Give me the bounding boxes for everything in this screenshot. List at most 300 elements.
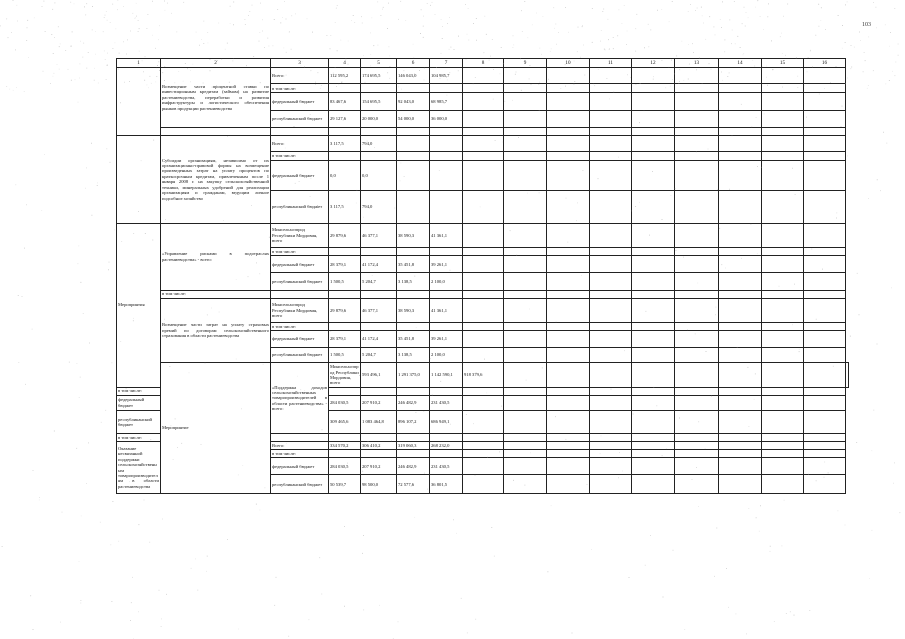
scan-speck [95, 54, 96, 55]
scan-speck [79, 78, 80, 79]
value-cell: 334 570,2 [329, 442, 361, 450]
scan-speck [854, 47, 855, 48]
scan-speck [78, 102, 79, 103]
value-cell: 231 430,5 [430, 458, 463, 475]
scan-speck [117, 0, 118, 1]
scan-speck [548, 571, 549, 572]
scan-speck [288, 636, 289, 637]
scan-speck [382, 9, 383, 10]
scan-speck [113, 501, 114, 502]
scan-speck [661, 9, 662, 10]
scan-speck [105, 15, 106, 16]
scan-speck [865, 60, 866, 61]
scan-speck [53, 76, 54, 77]
scan-speck [709, 16, 710, 17]
scan-speck [889, 46, 890, 47]
scan-speck [74, 3, 75, 4]
scan-speck [430, 5, 431, 6]
column-header: 12 [632, 59, 675, 68]
scan-speck [126, 54, 127, 55]
value-cell: 593 496,1 [361, 363, 397, 387]
row-label: республиканский бюджет [271, 273, 329, 290]
scan-speck [389, 56, 390, 57]
scan-speck [714, 27, 715, 28]
scan-speck [626, 44, 627, 45]
scan-speck [737, 36, 738, 37]
scan-speck [522, 31, 523, 32]
scan-speck [591, 549, 592, 550]
scan-speck [663, 597, 664, 598]
scan-speck [91, 143, 92, 144]
scan-speck [130, 620, 131, 621]
scan-speck [363, 535, 364, 536]
scan-speck [260, 510, 261, 511]
scan-speck [106, 148, 107, 149]
column-header: 1 [117, 59, 161, 68]
scan-speck [423, 26, 424, 27]
scan-speck [248, 15, 249, 16]
scan-speck [783, 16, 784, 17]
scan-speck [868, 198, 869, 199]
scan-speck [441, 19, 442, 20]
scan-speck [309, 619, 310, 620]
scan-speck [6, 86, 7, 87]
scan-speck [262, 31, 263, 32]
scan-speck [851, 67, 852, 68]
scan-speck [286, 52, 287, 53]
scan-speck [541, 54, 542, 55]
scan-speck [845, 42, 846, 43]
scan-speck [107, 20, 108, 21]
scan-speck [108, 269, 109, 270]
scan-speck [264, 47, 265, 48]
scan-speck [106, 79, 107, 80]
scan-speck [582, 25, 583, 26]
scan-speck [592, 8, 593, 9]
scan-speck [838, 15, 839, 16]
scan-speck [0, 26, 1, 27]
scan-speck [577, 51, 578, 52]
value-cell: 1 500,5 [329, 273, 361, 290]
scan-speck [702, 15, 703, 16]
scan-speck [370, 54, 371, 55]
scan-speck [43, 71, 44, 72]
scan-speck [873, 2, 874, 3]
scan-speck [780, 36, 781, 37]
scan-speck [892, 71, 893, 72]
scan-speck [877, 344, 878, 345]
scan-speck [233, 2, 234, 3]
scan-speck [442, 26, 443, 27]
scan-speck [351, 20, 352, 21]
column-header: 5 [361, 59, 397, 68]
value-cell: 896 107,2 [397, 410, 430, 433]
scan-speck [815, 35, 816, 36]
scan-speck [442, 38, 443, 39]
scan-speck [54, 37, 55, 38]
scan-speck [690, 4, 691, 5]
scan-speck [27, 20, 28, 21]
scan-speck [132, 577, 133, 578]
scan-speck [274, 19, 275, 20]
scan-speck [196, 32, 197, 33]
scan-speck [868, 37, 869, 38]
scan-speck [34, 17, 35, 18]
scan-speck [635, 51, 636, 52]
scan-speck [693, 52, 694, 53]
scan-speck [650, 30, 651, 31]
scan-speck [283, 48, 284, 49]
scan-speck [847, 2, 848, 3]
scan-speck [206, 571, 207, 572]
block-3-description: «Управление рисками в подотраслях растениеводства» - всего: [161, 223, 271, 290]
scan-speck [123, 41, 124, 42]
scan-speck [527, 37, 528, 38]
scan-speck [249, 11, 250, 12]
scan-speck [85, 15, 86, 16]
scan-speck [136, 3, 137, 4]
scan-speck [155, 48, 156, 49]
row-label: в том числе: [271, 151, 329, 160]
scan-speck [722, 2, 723, 3]
scan-speck [159, 25, 160, 26]
scan-speck [337, 50, 338, 51]
scan-speck [17, 21, 18, 22]
scan-speck [743, 53, 744, 54]
scan-speck [388, 3, 389, 4]
scan-speck [98, 83, 99, 84]
row-label: федеральный бюджет [271, 458, 329, 475]
scan-speck [543, 16, 544, 17]
scan-speck [79, 561, 80, 562]
value-cell: 284 030,5 [329, 395, 361, 410]
scan-speck [83, 43, 84, 44]
scan-speck [291, 49, 292, 50]
scan-speck [524, 1, 525, 2]
block-6-description: Оказание несвязанной поддержки сельскохозяйственным товаропроизводителям в области растениеводства [117, 442, 161, 494]
scan-speck [603, 9, 604, 10]
scan-speck [810, 50, 811, 51]
scan-speck [30, 595, 31, 596]
scan-speck [71, 46, 72, 47]
scan-speck [370, 33, 371, 34]
scan-speck [703, 23, 704, 24]
scan-speck [340, 40, 341, 41]
scan-speck [92, 30, 93, 31]
row-label: Минсельхозпрод Республики Мордовия, всего [330, 364, 359, 386]
value-cell: 68 985,7 [430, 93, 463, 110]
scan-speck [745, 26, 746, 27]
category-cell [117, 135, 161, 223]
scan-speck [613, 37, 614, 38]
scan-speck [617, 35, 618, 36]
scan-speck [191, 568, 192, 569]
scan-speck [371, 17, 372, 18]
scan-speck [635, 28, 636, 29]
row-label: в том числе: [271, 84, 329, 93]
value-cell: 3 117,5 [329, 191, 361, 223]
scan-speck [476, 40, 477, 41]
column-header: 11 [590, 59, 632, 68]
scan-speck [28, 57, 29, 58]
scan-speck [468, 8, 469, 9]
scan-speck [601, 30, 602, 31]
scan-speck [756, 517, 757, 518]
scan-speck [774, 621, 775, 622]
scan-speck [859, 314, 860, 315]
scan-speck [149, 542, 150, 543]
scan-speck [123, 6, 124, 7]
scan-speck [227, 43, 228, 44]
scan-speck [176, 32, 177, 33]
table-row [117, 223, 849, 247]
scan-speck [872, 530, 873, 531]
scan-speck [698, 506, 699, 507]
scan-speck [145, 56, 146, 57]
row-label: республиканский бюджет [271, 475, 329, 494]
scan-speck [536, 13, 537, 14]
scan-speck [728, 607, 729, 608]
scan-speck [208, 43, 209, 44]
scan-speck [139, 524, 140, 525]
scan-speck [672, 1, 673, 2]
scan-speck [26, 204, 27, 205]
scan-speck [748, 508, 749, 509]
scan-speck [277, 9, 278, 10]
scan-speck [453, 519, 454, 520]
scan-speck [269, 46, 270, 47]
scan-speck [335, 22, 336, 23]
scan-speck [701, 7, 702, 8]
scan-speck [555, 24, 556, 25]
value-cell: 154 695,5 [361, 93, 397, 110]
scan-speck [83, 313, 84, 314]
value-cell: 20 000,0 [361, 110, 397, 127]
row-label: в том числе: [271, 248, 329, 256]
scan-speck [629, 577, 630, 578]
scan-speck [203, 21, 204, 22]
scan-speck [253, 56, 254, 57]
scan-speck [166, 594, 167, 595]
scan-speck [138, 611, 139, 612]
scan-speck [44, 1, 45, 2]
scan-speck [782, 53, 783, 54]
scan-speck [260, 3, 261, 4]
scan-speck [715, 35, 716, 36]
scan-speck [669, 21, 670, 22]
scan-speck [468, 40, 469, 41]
value-cell: 72 577,6 [397, 475, 430, 494]
scan-speck [42, 6, 43, 7]
row-label: федеральный бюджет [271, 161, 329, 191]
value-cell: 39 261,1 [430, 330, 463, 347]
scan-speck [760, 505, 761, 506]
scan-speck [513, 47, 514, 48]
scan-speck [554, 28, 555, 29]
scan-speck [413, 44, 414, 45]
scan-speck [152, 1, 153, 2]
value-cell: 39 261,1 [430, 256, 463, 273]
scan-speck [877, 179, 878, 180]
value-cell: 5 204,7 [361, 273, 397, 290]
scan-speck [54, 73, 55, 74]
scan-speck [139, 28, 140, 29]
scan-speck [818, 4, 819, 5]
table-row [117, 298, 849, 322]
scan-speck [763, 29, 764, 30]
scan-speck [740, 47, 741, 48]
scan-speck [725, 40, 726, 41]
scan-speck [112, 114, 113, 115]
scan-speck [435, 14, 436, 15]
scan-speck [336, 8, 337, 9]
scan-speck [112, 362, 113, 363]
scan-speck [729, 20, 730, 21]
scan-speck [673, 550, 674, 551]
value-cell: 92 043,0 [397, 93, 430, 110]
scan-speck [62, 512, 63, 513]
value-cell: 306 410,2 [361, 442, 397, 450]
scan-speck [22, 296, 23, 297]
scan-speck [583, 45, 584, 46]
row-label: республиканский бюджет [117, 410, 161, 433]
scan-speck [80, 41, 81, 42]
scan-speck [755, 7, 756, 8]
scan-speck [770, 546, 771, 547]
value-cell: 83 467,6 [329, 93, 361, 110]
scan-speck [809, 610, 810, 611]
scan-speck [885, 84, 886, 85]
scan-speck [230, 23, 231, 24]
scan-speck [307, 18, 308, 19]
scan-speck [95, 31, 96, 32]
page-number: 103 [862, 22, 871, 28]
scan-speck [18, 362, 19, 363]
scan-speck [851, 45, 852, 46]
scan-speck [78, 263, 79, 264]
scan-speck [608, 39, 609, 40]
row-label: федеральный бюджет [271, 93, 329, 110]
scan-speck [605, 50, 606, 51]
scan-speck [2, 546, 3, 547]
value-cell: 41 361,1 [430, 223, 463, 247]
scan-speck [161, 619, 162, 620]
scan-speck [842, 25, 843, 26]
scan-speck [127, 40, 128, 41]
scan-speck [105, 410, 106, 411]
scan-speck [880, 190, 881, 191]
value-cell: 41 172,4 [361, 330, 397, 347]
scan-speck [676, 56, 677, 57]
scan-speck [105, 59, 106, 60]
value-cell: 41 172,4 [361, 256, 397, 273]
scan-speck [115, 42, 116, 43]
scan-speck [199, 45, 200, 46]
scan-speck [274, 605, 275, 606]
scan-speck [619, 9, 620, 10]
scan-speck [59, 46, 60, 47]
scan-speck [273, 45, 274, 46]
scan-speck [423, 16, 424, 17]
value-cell: 0,0 [361, 161, 397, 191]
value-cell: 38 590,3 [397, 223, 430, 247]
scan-speck [521, 10, 522, 11]
scan-speck [721, 27, 722, 28]
scan-speck [743, 54, 744, 55]
scan-speck [414, 517, 415, 518]
scan-speck [850, 68, 851, 69]
scan-speck [592, 42, 593, 43]
scan-speck [645, 565, 646, 566]
scan-speck [695, 10, 696, 11]
scan-speck [787, 4, 788, 5]
scan-speck [138, 20, 139, 21]
scan-speck [284, 1, 285, 2]
scan-speck [81, 600, 82, 601]
scan-speck [107, 65, 108, 66]
scan-speck [225, 49, 226, 50]
scan-speck [80, 64, 81, 65]
scan-speck [748, 17, 749, 18]
scan-speck [820, 20, 821, 21]
scan-speck [383, 7, 384, 8]
scan-speck [289, 32, 290, 33]
row-label: в том числе: [271, 450, 329, 458]
scan-speck [327, 35, 328, 36]
scan-speck [107, 53, 108, 54]
scan-speck [891, 287, 892, 288]
scan-speck [842, 48, 843, 49]
scan-speck [716, 528, 717, 529]
scan-speck [539, 48, 540, 49]
scan-speck [26, 40, 27, 41]
scan-speck [688, 44, 689, 45]
row-label: Всего: [271, 68, 329, 84]
scan-speck [69, 362, 70, 363]
scan-speck [291, 15, 292, 16]
row-label: в том числе: [161, 290, 271, 298]
table-row [117, 290, 849, 298]
scan-speck [781, 33, 782, 34]
scan-speck [838, 510, 839, 511]
scan-speck [405, 20, 406, 21]
scan-speck [381, 15, 382, 16]
scan-speck [622, 23, 623, 24]
scan-speck [80, 603, 81, 604]
scan-speck [60, 622, 61, 623]
scan-speck [33, 629, 34, 630]
value-cell: 309 465,6 [329, 410, 361, 433]
scan-speck [130, 31, 131, 32]
scan-speck [65, 50, 66, 51]
scan-speck [354, 22, 355, 23]
row-label: в том числе: [117, 434, 161, 442]
scan-speck [51, 34, 52, 35]
scan-speck [71, 80, 72, 81]
scan-speck [259, 41, 260, 42]
scan-speck [70, 2, 71, 3]
column-header: 15 [762, 59, 804, 68]
value-cell: 246 482,9 [397, 458, 430, 475]
scan-speck [869, 578, 870, 579]
scan-speck [550, 51, 551, 52]
scan-speck [52, 9, 53, 10]
value-cell: 319 060,3 [397, 442, 430, 450]
value-cell: 35 451,8 [397, 330, 430, 347]
scan-speck [256, 504, 257, 505]
header-row [117, 59, 849, 68]
scan-speck [218, 23, 219, 24]
